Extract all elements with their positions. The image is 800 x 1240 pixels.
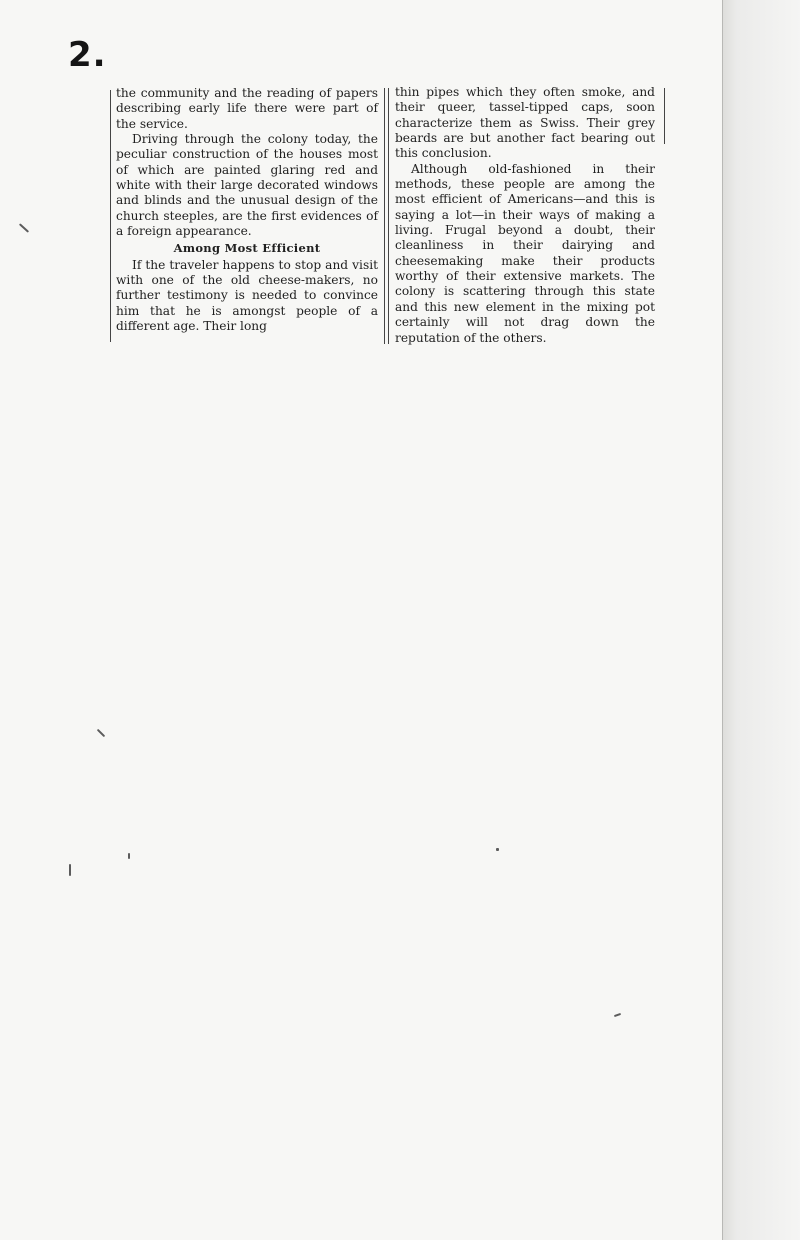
page-number: 2.	[68, 35, 107, 75]
scan-speck	[128, 853, 130, 859]
scan-speck	[496, 848, 499, 851]
article-paragraph: thin pipes which they often smoke, and their queer, tassel-tipped caps, soon characterize them as Swiss. Their grey beards are but another fact bearing out this conclusion.	[395, 85, 655, 161]
scan-speck	[69, 864, 71, 876]
column-rule-middle-b	[388, 88, 389, 344]
article-left-column	[116, 86, 378, 335]
column-rule-right	[664, 88, 665, 144]
article-right-column	[395, 85, 655, 346]
article-paragraph: If the traveler happens to stop and visit with one of the old cheese-makers, no further testimony is needed to convince him that he is amongst people of a different age. Their long	[116, 257, 378, 334]
column-rule-left	[110, 90, 111, 342]
article-paragraph: Although old-fashioned in their methods, these people are among the most efficient of Americans—and this is saying a lot—in their ways of making a living. Frugal beyond a doubt, their cleanliness in their dairying and cheesemaking make their products worthy of their extensive markets. The colony is scattering through this state and this new element in the mixing pot certainly will not drag down the reputation of the others.	[395, 161, 655, 345]
article-paragraph: Driving through the colony today, the peculiar construction of the houses most of which are painted glaring red and white with their large decorated windows and blinds and the unusual design of the church steeples, are the first evidences of a foreign appearance.	[116, 132, 378, 239]
column-rule-middle-a	[384, 88, 385, 344]
article-paragraph: the community and the reading of papers describing early life there were part of the service.	[116, 86, 378, 131]
article-subheading: Among Most Efficient	[173, 241, 321, 256]
page-edge-strip	[722, 0, 800, 1240]
